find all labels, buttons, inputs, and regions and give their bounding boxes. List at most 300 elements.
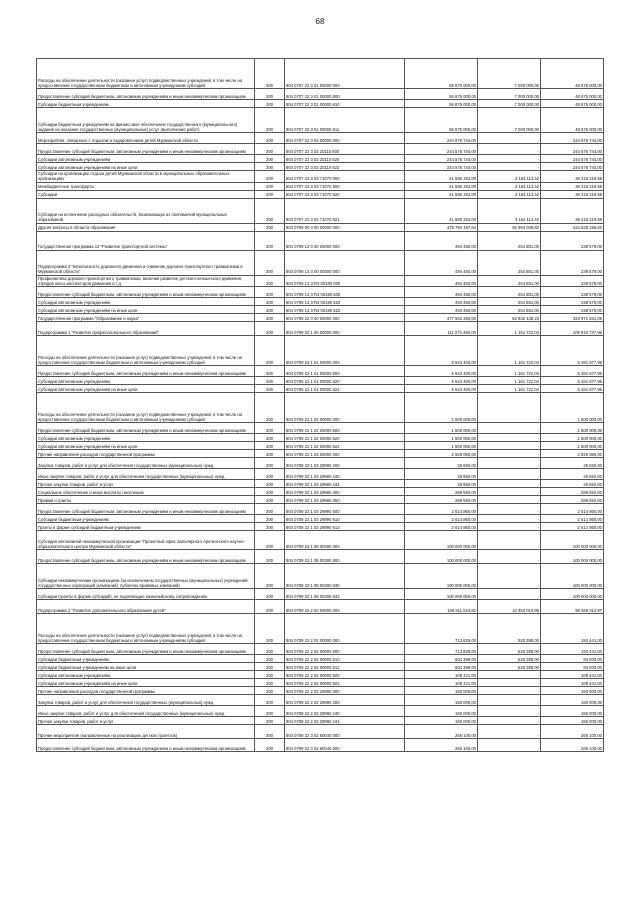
row-name-cell: Предоставление субсидий бюджетным, автономным учреждениям и иным некоммерческим организациям	[37, 89, 255, 100]
row-executed-amount-cell: -	[478, 393, 541, 423]
row-unexecuted-amount-cell: 239 579,00	[541, 275, 604, 287]
row-unexecuted-amount-cell: 100 000 000,00	[541, 564, 604, 589]
row-name-cell: Субсидии автономным учреждениям на иные цели	[37, 306, 255, 314]
row-executed-amount-cell: 520 388,00	[478, 655, 541, 663]
row-approved-amount-cell: 2 614 860,00	[405, 523, 478, 531]
row-name-cell: Субсидии бюджетным учреждениям на иные цели	[37, 663, 255, 671]
row-executed-amount-cell: -	[478, 450, 541, 458]
row-unexecuted-amount-cell: 25 650,00	[541, 480, 604, 488]
row-unexecuted-amount-cell: 265 100,00	[541, 725, 604, 739]
row-executed-amount-cell: -	[478, 725, 541, 739]
table-row	[37, 695, 604, 706]
row-approved-amount-cell: 244 576 744,00	[405, 155, 478, 163]
row-executed-amount-cell: -	[478, 504, 541, 515]
row-classification-code-cell: 804 0707 22 3 03 71070 520	[285, 190, 405, 198]
table-row	[37, 687, 604, 695]
row-approved-amount-cell: 265 100,00	[405, 725, 478, 739]
row-executed-amount-cell: 254 881,00	[478, 275, 541, 287]
row-classification-code-cell: 804 0709 22 2 00 00000 000	[285, 600, 405, 614]
row-unexecuted-amount-cell: 38 416 219,58	[541, 182, 604, 190]
row-executed-amount-cell: -	[478, 589, 541, 600]
row-name-cell: Другие вопросы в области образования	[37, 223, 255, 231]
row-name-cell: Прочая закупка товаров, работ и услуг	[37, 480, 255, 488]
row-approved-amount-cell: 6 643 400,00	[405, 377, 478, 385]
row-code-cell: 200	[255, 89, 285, 100]
row-approved-amount-cell: 41 580 334,00	[405, 190, 478, 198]
row-approved-amount-cell: 479 794 197,64	[405, 223, 478, 231]
row-name-cell: Предоставление субсидий бюджетным, автономным учреждениям и иным некоммерческим организациям	[37, 366, 255, 377]
row-classification-code-cell: 804 0707 22 3 03 20110 622	[285, 163, 405, 171]
row-unexecuted-amount-cell: 38 416 219,58	[541, 171, 604, 183]
row-unexecuted-amount-cell: 48 675 000,00	[541, 100, 604, 108]
row-approved-amount-cell: 244 576 744,00	[405, 144, 478, 155]
row-code-cell: 200	[255, 190, 285, 198]
row-name-cell: Предоставление субсидий бюджетным, автономным учреждениям и иным некоммерческим организациям	[37, 144, 255, 155]
table-row	[37, 644, 604, 655]
row-executed-amount-cell: 10 353 010,85	[478, 600, 541, 614]
row-approved-amount-cell: 265 100,00	[405, 739, 478, 752]
row-executed-amount-cell: 1 161 722,04	[478, 377, 541, 385]
table-row	[37, 377, 604, 385]
row-executed-amount-cell: 520 388,00	[478, 614, 541, 644]
row-approved-amount-cell: 111 072 460,00	[405, 322, 478, 336]
row-executed-amount-cell: 7 000 000,00	[478, 100, 541, 108]
row-approved-amount-cell: 41 580 334,00	[405, 171, 478, 183]
row-code-cell: 200	[255, 480, 285, 488]
row-approved-amount-cell: 2 929 060,00	[405, 450, 478, 458]
row-executed-amount-cell: -	[478, 434, 541, 442]
row-executed-amount-cell: -	[478, 155, 541, 163]
table-row	[37, 322, 604, 336]
row-classification-code-cell: 804 0709 22 1 02 00000 000	[285, 393, 405, 423]
row-approved-amount-cell: 55 675 000,00	[405, 59, 478, 89]
row-unexecuted-amount-cell: 48 675 000,00	[541, 89, 604, 100]
row-unexecuted-amount-cell: 99 458 012,97	[541, 600, 604, 614]
row-executed-amount-cell: 1 161 722,04	[478, 336, 541, 366]
table-row	[37, 434, 604, 442]
row-name-cell: Субсидии автономным учреждениям на иные цели	[37, 163, 255, 171]
row-approved-amount-cell: 55 675 000,00	[405, 100, 478, 108]
row-classification-code-cell: 804 0709 22 2 02 00000 622	[285, 679, 405, 687]
row-unexecuted-amount-cell: 150 000,00	[541, 706, 604, 717]
row-executed-amount-cell: -	[478, 687, 541, 695]
table-row	[37, 133, 604, 144]
row-executed-amount-cell: 1 161 722,04	[478, 366, 541, 377]
row-name-cell: Субсидии бюджетным учреждениям	[37, 655, 255, 663]
table-row	[37, 306, 604, 314]
row-classification-code-cell: 804 0709 13 3 00 00000 000	[285, 250, 405, 275]
row-classification-code-cell: 804 0709 22 1 00 00000 000	[285, 322, 405, 336]
row-unexecuted-amount-cell: 239 579,00	[541, 287, 604, 298]
row-approved-amount-cell: 1 500 000,00	[405, 393, 478, 423]
row-name-cell: Социальное обеспечение и иные выплаты населению	[37, 488, 255, 496]
row-approved-amount-cell: 150 000,00	[405, 695, 478, 706]
row-executed-amount-cell: -	[478, 717, 541, 725]
row-executed-amount-cell: -	[478, 679, 541, 687]
row-approved-amount-cell: 494 460,00	[405, 275, 478, 287]
row-code-cell: 200	[255, 182, 285, 190]
row-code-cell: 200	[255, 717, 285, 725]
row-name-cell: Субсидии на организацию отдыха детей Мурманской области в муниципальных образовательных организациях	[37, 171, 255, 183]
row-code-cell: 200	[255, 644, 285, 655]
row-classification-code-cell: 804 0709 22 1 02 00000 620	[285, 434, 405, 442]
row-executed-amount-cell: -	[478, 531, 541, 550]
row-classification-code-cell: 804 0707 22 3 03 20110 600	[285, 144, 405, 155]
row-name-cell: Субсидии	[37, 190, 255, 198]
row-code-cell: 200	[255, 393, 285, 423]
row-classification-code-cell: 804 0709 22 0 00 00000 000	[285, 314, 405, 322]
row-name-cell: Субсидии автономным учреждениям	[37, 377, 255, 385]
row-name-cell: Прочая закупка товаров, работ и услуг	[37, 717, 255, 725]
row-approved-amount-cell: 100 000 000,00	[405, 550, 478, 564]
row-executed-amount-cell: -	[478, 564, 541, 589]
row-executed-amount-cell: 3 164 114,42	[478, 190, 541, 198]
row-approved-amount-cell: 100 000 000,00	[405, 564, 478, 589]
row-code-cell: 200	[255, 515, 285, 523]
row-approved-amount-cell: 713 829,00	[405, 644, 478, 655]
row-classification-code-cell: 804 0709 22 2 02 29990 244	[285, 717, 405, 725]
row-unexecuted-amount-cell: 84 000,00	[541, 663, 604, 671]
row-code-cell: 200	[255, 275, 285, 287]
row-approved-amount-cell: 1 500 000,00	[405, 442, 478, 450]
row-classification-code-cell: 804 0709 13 3 R3 00180 600	[285, 287, 405, 298]
row-name-cell: Расходы на обеспечение деятельности (оказание услуг) подведомственных учреждений, в том числе на предоставление государственным бюджетным и автономным учреждениям субсидий	[37, 59, 255, 89]
row-code-cell: 200	[255, 679, 285, 687]
row-unexecuted-amount-cell: 2 614 860,00	[541, 504, 604, 515]
row-code-cell: 200	[255, 550, 285, 564]
row-approved-amount-cell: 25 650,00	[405, 458, 478, 469]
row-executed-amount-cell: -	[478, 550, 541, 564]
row-approved-amount-cell: 604 388,00	[405, 655, 478, 663]
row-code-cell: 200	[255, 434, 285, 442]
row-unexecuted-amount-cell: 244 576 744,00	[541, 133, 604, 144]
row-classification-code-cell: 804 0709 22 1 03 29990 610	[285, 515, 405, 523]
row-code-cell: 200	[255, 600, 285, 614]
row-unexecuted-amount-cell: 109 910 737,96	[541, 322, 604, 336]
row-executed-amount-cell: -	[478, 480, 541, 488]
row-approved-amount-cell: 494 460,00	[405, 231, 478, 250]
row-unexecuted-amount-cell: 100 000 000,00	[541, 589, 604, 600]
table-row	[37, 190, 604, 198]
table-row	[37, 366, 604, 377]
row-code-cell: 200	[255, 458, 285, 469]
table-row	[37, 739, 604, 752]
row-classification-code-cell: 804 0709 22 1 03 29990 240	[285, 469, 405, 480]
row-code-cell: 200	[255, 314, 285, 322]
row-executed-amount-cell: 55 994 038,82	[478, 223, 541, 231]
table-row	[37, 163, 604, 171]
row-executed-amount-cell: 53 932 438,22	[478, 314, 541, 322]
table-row	[37, 671, 604, 679]
row-classification-code-cell: 804 0709 13 0 00 00000 000	[285, 231, 405, 250]
row-classification-code-cell: 804 0709 22 1 02 00000 600	[285, 423, 405, 434]
row-code-cell: 200	[255, 155, 285, 163]
row-classification-code-cell: 804 0709 22 2 02 00000 000	[285, 614, 405, 644]
row-unexecuted-amount-cell: 423 971 631,09	[541, 314, 604, 322]
row-name-cell: Субсидии автономным учреждениям	[37, 298, 255, 306]
row-name-cell: Субсидии бюджетным учреждениям	[37, 100, 255, 108]
row-unexecuted-amount-cell: 150 000,00	[541, 717, 604, 725]
table-row	[37, 450, 604, 458]
row-approved-amount-cell: 41 580 334,00	[405, 198, 478, 223]
row-executed-amount-cell: 254 881,00	[478, 231, 541, 250]
row-approved-amount-cell: 604 388,00	[405, 663, 478, 671]
row-executed-amount-cell: -	[478, 423, 541, 434]
table-row	[37, 589, 604, 600]
row-classification-code-cell: 804 0709 22 1 03 29990 613	[285, 523, 405, 531]
row-executed-amount-cell: -	[478, 442, 541, 450]
table-row	[37, 515, 604, 523]
row-name-cell: Подпрограмма 2 "Развитие дополнительного образования детей"	[37, 600, 255, 614]
row-code-cell: 200	[255, 287, 285, 298]
table-row	[37, 182, 604, 190]
row-approved-amount-cell: 100 000 000,00	[405, 589, 478, 600]
row-unexecuted-amount-cell: 239 579,00	[541, 298, 604, 306]
row-unexecuted-amount-cell: 5 481 677,96	[541, 377, 604, 385]
row-approved-amount-cell: 25 650,00	[405, 469, 478, 480]
row-name-cell: Расходы на обеспечение деятельности (оказание услуг) подведомственных учреждений, в том числе на предоставление государственным бюджетным и автономным учреждениям субсидий	[37, 393, 255, 423]
row-name-cell: Субсидии автономным учреждениям на иные цели	[37, 442, 255, 450]
row-classification-code-cell: 804 0709 22 1 03 29990 200	[285, 458, 405, 469]
table-row	[37, 275, 604, 287]
table-row	[37, 458, 604, 469]
row-classification-code-cell: 804 0709 22 1 02 00000 622	[285, 442, 405, 450]
row-unexecuted-amount-cell: 5 481 677,96	[541, 385, 604, 393]
row-classification-code-cell: 804 0709 22 2 02 29990 240	[285, 706, 405, 717]
row-unexecuted-amount-cell: 288 550,00	[541, 488, 604, 496]
row-executed-amount-cell: -	[478, 671, 541, 679]
row-code-cell: 200	[255, 171, 285, 183]
table-row	[37, 725, 604, 739]
row-name-cell: Расходы на обеспечение деятельности (оказание услуг) подведомственных учреждений, в том числе на предоставление государственным бюджетным и автономным учреждениям субсидий	[37, 336, 255, 366]
row-code-cell: 200	[255, 144, 285, 155]
table-row	[37, 171, 604, 183]
table-row	[37, 706, 604, 717]
row-approved-amount-cell: 6 643 400,00	[405, 366, 478, 377]
table-row	[37, 298, 604, 306]
table-row	[37, 198, 604, 223]
row-name-cell: Субсидии автономным учреждениям	[37, 434, 255, 442]
row-classification-code-cell: 804 0709 13 3 R3 00180 620	[285, 298, 405, 306]
row-executed-amount-cell: 520 388,00	[478, 644, 541, 655]
row-code-cell: 200	[255, 655, 285, 663]
row-name-cell: Субсидии бюджетным учреждениям на финансовое обеспечение государственного (муниципального) задания на оказание государственных (муниципальных) услуг (выполнение работ)	[37, 108, 255, 133]
row-unexecuted-amount-cell: 38 416 219,58	[541, 190, 604, 198]
row-approved-amount-cell: 150 000,00	[405, 706, 478, 717]
row-code-cell: 200	[255, 469, 285, 480]
row-code-cell: 200	[255, 133, 285, 144]
row-code-cell: 200	[255, 231, 285, 250]
row-unexecuted-amount-cell: 2 614 860,00	[541, 523, 604, 531]
row-approved-amount-cell: 477 592 260,00	[405, 314, 478, 322]
table-row	[37, 423, 604, 434]
row-executed-amount-cell: 1 161 722,04	[478, 385, 541, 393]
table-row	[37, 488, 604, 496]
row-executed-amount-cell: 254 881,00	[478, 298, 541, 306]
row-code-cell: 200	[255, 250, 285, 275]
row-executed-amount-cell: 254 881,00	[478, 306, 541, 314]
row-approved-amount-cell: 6 643 400,00	[405, 385, 478, 393]
row-code-cell: 200	[255, 366, 285, 377]
row-unexecuted-amount-cell: 1 500 000,00	[541, 442, 604, 450]
row-executed-amount-cell: -	[478, 488, 541, 496]
row-code-cell: 200	[255, 496, 285, 504]
row-approved-amount-cell: 244 576 744,00	[405, 133, 478, 144]
row-classification-code-cell: 804 0709 22 1 01 00000 000	[285, 336, 405, 366]
row-executed-amount-cell: -	[478, 523, 541, 531]
row-executed-amount-cell: 254 881,00	[478, 250, 541, 275]
row-name-cell: Межбюджетные трансферты	[37, 182, 255, 190]
row-code-cell: 200	[255, 725, 285, 739]
row-unexecuted-amount-cell: 2 929 060,00	[541, 450, 604, 458]
row-unexecuted-amount-cell: 38 416 219,58	[541, 198, 604, 223]
row-name-cell: Государственная программа "Образование и наука"	[37, 314, 255, 322]
row-name-cell: Субсидии автономным учреждениям на иные цели	[37, 679, 255, 687]
row-approved-amount-cell: 25 650,00	[405, 480, 478, 488]
row-code-cell: 200	[255, 223, 285, 231]
budget-table	[36, 58, 604, 752]
row-classification-code-cell: 804 0707 22 3 03 00000 000	[285, 133, 405, 144]
row-classification-code-cell: 804 0707 22 3 03 20110 620	[285, 155, 405, 163]
row-code-cell: 200	[255, 614, 285, 644]
row-classification-code-cell: 804 0709 22 1 03 29990 600	[285, 504, 405, 515]
table-row	[37, 531, 604, 550]
row-classification-code-cell: 804 0709 22 1 08 00280 600	[285, 550, 405, 564]
table-row	[37, 144, 604, 155]
row-classification-code-cell: 804 0709 22 2 02 29990 000	[285, 687, 405, 695]
row-unexecuted-amount-cell: 1 500 000,00	[541, 393, 604, 423]
row-unexecuted-amount-cell: 244 576 744,00	[541, 144, 604, 155]
row-code-cell: 200	[255, 298, 285, 306]
row-executed-amount-cell: -	[478, 739, 541, 752]
row-unexecuted-amount-cell: 109 441,00	[541, 679, 604, 687]
table-row	[37, 442, 604, 450]
row-name-cell: Предоставление субсидий бюджетным, автономным учреждениям и иным некоммерческим организациям	[37, 287, 255, 298]
table-row	[37, 108, 604, 133]
row-classification-code-cell: 804 0709 22 2 02 00000 600	[285, 644, 405, 655]
row-classification-code-cell: 804 0709 22 1 03 00000 000	[285, 450, 405, 458]
row-code-cell: 200	[255, 663, 285, 671]
row-code-cell: 200	[255, 385, 285, 393]
row-unexecuted-amount-cell: 150 000,00	[541, 687, 604, 695]
row-unexecuted-amount-cell: 244 576 744,00	[541, 155, 604, 163]
table-row	[37, 469, 604, 480]
row-code-cell: 200	[255, 442, 285, 450]
row-executed-amount-cell: -	[478, 469, 541, 480]
row-name-cell: Субсидии автономным учреждениям на иные цели	[37, 385, 255, 393]
row-classification-code-cell: 804 0709 22 1 08 00280 630	[285, 564, 405, 589]
row-code-cell: 200	[255, 488, 285, 496]
row-name-cell: Предоставление субсидий бюджетным, автономным учреждениям и иным некоммерческим организациям	[37, 504, 255, 515]
row-classification-code-cell: 804 0709 22 1 03 29990 350	[285, 496, 405, 504]
table-row	[37, 717, 604, 725]
row-name-cell: Субсидии бюджетным учреждениям	[37, 515, 255, 523]
row-code-cell: 200	[255, 322, 285, 336]
row-classification-code-cell: 804 0709 22 3 02 60040 000	[285, 725, 405, 739]
row-code-cell: 200	[255, 198, 285, 223]
table-row	[37, 679, 604, 687]
row-name-cell: Предоставление субсидий бюджетным, автономным учреждениям и иным некоммерческим организациям	[37, 644, 255, 655]
row-name-cell: Предоставление субсидий бюджетным, автономным учреждениям и иным некоммерческим организациям	[37, 739, 255, 752]
row-approved-amount-cell: 55 675 000,00	[405, 89, 478, 100]
row-executed-amount-cell: 254 881,00	[478, 287, 541, 298]
row-approved-amount-cell: 55 675 000,00	[405, 108, 478, 133]
row-name-cell: Субсидии автономным учреждениям	[37, 671, 255, 679]
row-code-cell: 200	[255, 504, 285, 515]
row-name-cell: Субсидия автономной некоммерческой организации "Проектный офис Заполярного Арктического научно-образовательного центра Мурманской области"	[37, 531, 255, 550]
row-code-cell: 200	[255, 589, 285, 600]
row-name-cell: Предоставление субсидий бюджетным, автономным учреждениям и иным некоммерческим организациям	[37, 423, 255, 434]
row-unexecuted-amount-cell: 100 000 000,00	[541, 550, 604, 564]
row-approved-amount-cell: 1 500 000,00	[405, 423, 478, 434]
row-code-cell: 200	[255, 671, 285, 679]
row-classification-code-cell: 804 0707 22 3 01 00000 611	[285, 108, 405, 133]
row-approved-amount-cell: 2 614 860,00	[405, 504, 478, 515]
row-name-cell: Иные закупки товаров, работ и услуг для обеспечения государственных (муниципальных) нужд	[37, 469, 255, 480]
row-executed-amount-cell: -	[478, 458, 541, 469]
row-classification-code-cell: 804 0709 22 3 02 60040 600	[285, 739, 405, 752]
row-name-cell: Прочие направления расходов государственной программы	[37, 450, 255, 458]
row-name-cell: Гранты в форме субсидий бюджетным учреждениям	[37, 523, 255, 531]
row-code-cell: 200	[255, 59, 285, 89]
row-unexecuted-amount-cell: 25 650,00	[541, 469, 604, 480]
row-approved-amount-cell: 1 500 000,00	[405, 434, 478, 442]
row-name-cell: Мероприятия, связанные с отдыхом и оздоровлением детей Мурманской области	[37, 133, 255, 144]
row-executed-amount-cell: -	[478, 133, 541, 144]
row-approved-amount-cell: 6 643 400,00	[405, 336, 478, 366]
row-executed-amount-cell: 520 388,00	[478, 663, 541, 671]
row-classification-code-cell: 804 0709 22 1 03 29990 300	[285, 488, 405, 496]
row-code-cell: 200	[255, 423, 285, 434]
row-code-cell: 200	[255, 306, 285, 314]
table-row	[37, 550, 604, 564]
row-executed-amount-cell: 7 000 000,00	[478, 59, 541, 89]
row-classification-code-cell: 804 0707 22 3 03 71070 500	[285, 182, 405, 190]
row-classification-code-cell: 804 0709 22 1 08 00280 633	[285, 589, 405, 600]
row-name-cell: Субсидии автономным учреждениям	[37, 155, 255, 163]
row-executed-amount-cell: -	[478, 163, 541, 171]
table-row	[37, 100, 604, 108]
row-classification-code-cell: 804 0709 13 3 R3 00180 622	[285, 306, 405, 314]
table-row	[37, 223, 604, 231]
row-unexecuted-amount-cell: 109 441,00	[541, 671, 604, 679]
row-unexecuted-amount-cell: 2 614 860,00	[541, 515, 604, 523]
row-name-cell: Субсидии (гранты в форме субсидий), не подлежащие казначейскому сопровождению	[37, 589, 255, 600]
row-name-cell: Подпрограмма 1 "Развитие профессионального образования"	[37, 322, 255, 336]
row-approved-amount-cell: 109 611 023,82	[405, 600, 478, 614]
row-code-cell: 200	[255, 695, 285, 706]
table-row	[37, 663, 604, 671]
row-unexecuted-amount-cell: 193 441,00	[541, 644, 604, 655]
budget-table-body	[37, 59, 604, 752]
row-name-cell: Закупка товаров, работ и услуг для обеспечения государственных (муниципальных) нужд	[37, 695, 255, 706]
row-approved-amount-cell: 41 580 334,00	[405, 182, 478, 190]
row-approved-amount-cell: 244 576 744,00	[405, 163, 478, 171]
row-code-cell: 200	[255, 687, 285, 695]
table-row	[37, 287, 604, 298]
row-classification-code-cell: 804 0709 13 3 R3 00180 000	[285, 275, 405, 287]
table-row	[37, 314, 604, 322]
row-classification-code-cell: 804 0707 22 3 01 00000 600	[285, 89, 405, 100]
row-code-cell: 200	[255, 108, 285, 133]
row-unexecuted-amount-cell: 239 579,00	[541, 306, 604, 314]
row-classification-code-cell: 804 0709 22 1 03 29990 244	[285, 480, 405, 488]
row-name-cell: Расходы на обеспечение деятельности (оказание услуг) подведомственных учреждений, в том числе на предоставление государственным бюджетным и автономным учреждениям субсидий	[37, 614, 255, 644]
row-classification-code-cell: 804 0709 22 1 01 00000 622	[285, 385, 405, 393]
row-name-cell: Подпрограмма 3 "Безопасность дорожного движения и снижение дорожно-транспортного травматизма в Мурманской области"	[37, 250, 255, 275]
row-executed-amount-cell: -	[478, 695, 541, 706]
row-classification-code-cell: 804 0709 22 1 01 00000 620	[285, 377, 405, 385]
